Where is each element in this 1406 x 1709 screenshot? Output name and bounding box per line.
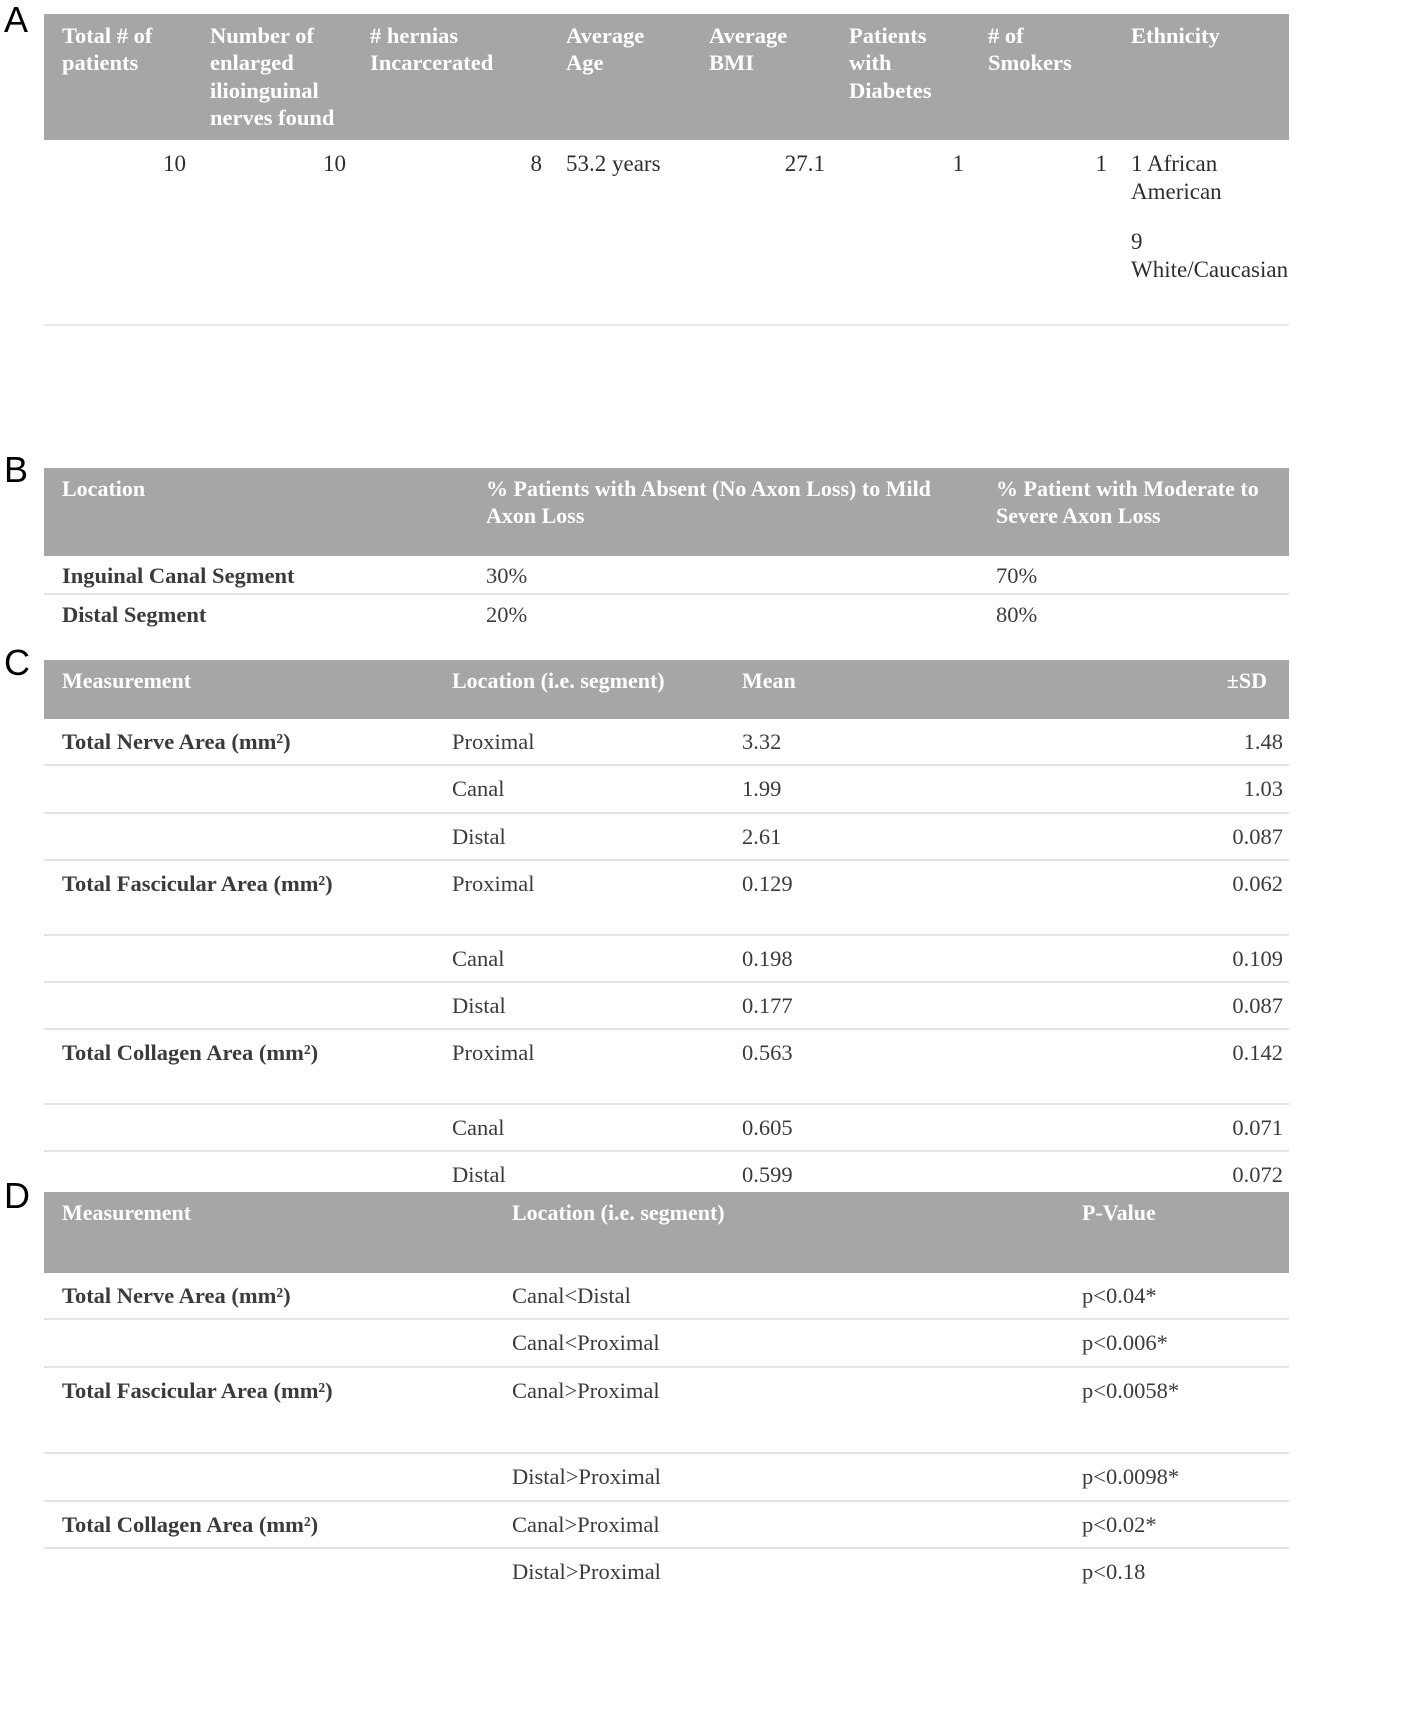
th-location: Location (i.e. segment) [434,660,724,719]
cell-p-value: p<0.006* [1064,1319,1289,1366]
cell-mean: 0.563 [724,1029,1099,1103]
th-ethnicity: Ethnicity [1113,14,1289,140]
cell-measurement [44,1104,434,1151]
cell-measurement: Total Nerve Area (mm²) [62,728,291,754]
morphometry-means-table [44,660,1289,1198]
th-hernias-incarcerated: # hernias Incarcerated [352,14,548,140]
table-row [44,1151,1289,1197]
cell-p-value: p<0.18 [1064,1548,1289,1594]
cell-p-value: p<0.04* [1082,1282,1157,1308]
cell-enlarged-nerves: 10 [192,140,352,325]
table-row [44,1273,1289,1319]
panel-a-letter: A [4,0,29,40]
th-mean: Mean [724,660,1099,719]
cell-mean: 0.129 [724,860,1099,934]
table-row [44,1501,1289,1548]
cell-severe-percent: 70% [996,562,1038,588]
table-row [44,719,1289,765]
cell-measurement: Total Collagen Area (mm²) [44,1501,494,1548]
ethnicity-line-1: 1 African American [1131,150,1222,204]
axon-loss-table [44,468,1289,633]
patient-demographics-table [44,14,1289,326]
cell-measurement: Total Fascicular Area (mm²) [44,860,434,934]
cell-sd: 0.087 [1099,982,1289,1029]
cell-mean: 3.32 [742,728,782,754]
cell-measurement [44,1453,494,1500]
cell-mild-percent: 20% [468,594,978,632]
table-row [44,1104,1289,1151]
cell-total-patients: 10 [44,140,192,325]
cell-mean: 2.61 [724,813,1099,860]
cell-mean: 0.177 [724,982,1099,1029]
cell-location: Inguinal Canal Segment [62,562,295,588]
cell-measurement [44,813,434,860]
p-values-table [44,1192,1289,1594]
th-location: Location [44,468,468,556]
cell-location: Distal Segment [44,594,468,632]
th-sd: ±SD [1099,660,1289,719]
cell-location: Canal>Proximal [494,1501,1064,1548]
th-location: Location (i.e. segment) [494,1192,1064,1273]
cell-location: Distal>Proximal [494,1548,1064,1594]
cell-smokers: 1 [970,140,1113,325]
table-row [44,1367,1289,1453]
cell-p-value: p<0.0098* [1064,1453,1289,1500]
cell-location: Canal<Distal [512,1282,631,1308]
cell-p-value: p<0.0058* [1064,1367,1289,1453]
th-p-value: P-Value [1064,1192,1289,1273]
cell-location: Distal>Proximal [494,1453,1064,1500]
cell-measurement [44,1319,494,1366]
cell-location: Canal>Proximal [494,1367,1064,1453]
table-c-header-row [44,660,1289,719]
cell-location: Distal [434,813,724,860]
cell-mean: 0.605 [724,1104,1099,1151]
cell-measurement: Total Collagen Area (mm²) [44,1029,434,1103]
cell-sd: 1.03 [1099,765,1289,812]
cell-average-age: 53.2 years [548,140,691,325]
th-average-age: Average Age [548,14,691,140]
table-row [44,765,1289,812]
th-measurement: Measurement [44,1192,494,1273]
cell-measurement: Total Nerve Area (mm²) [62,1282,291,1308]
th-patients-with-diabetes: Patients with Diabetes [831,14,970,140]
cell-measurement [44,935,434,982]
table-row [44,1453,1289,1500]
th-enlarged-nerves: Number of enlarged ilioinguinal nerves found [192,14,352,140]
table-row [44,1029,1289,1103]
cell-location: Proximal [452,728,535,754]
cell-severe-percent: 80% [978,594,1289,632]
cell-hernias-incarcerated: 8 [352,140,548,325]
table-row [44,860,1289,934]
table-a-header-row [44,14,1289,140]
cell-mean: 1.99 [724,765,1099,812]
cell-measurement [44,1151,434,1197]
table-row [44,556,1289,594]
cell-sd: 0.109 [1099,935,1289,982]
cell-location: Canal [434,1104,724,1151]
table-row [44,140,1289,325]
table-row [44,594,1289,632]
cell-average-bmi: 27.1 [691,140,831,325]
th-total-patients: Total # of patients [44,14,192,140]
table-row [44,1548,1289,1594]
cell-sd: 0.072 [1099,1151,1289,1197]
cell-measurement [44,982,434,1029]
cell-location: Canal [434,935,724,982]
th-average-bmi: Average BMI [691,14,831,140]
ethnicity-line-2: 9 White/Caucasian [1131,228,1289,282]
cell-sd: 0.071 [1099,1104,1289,1151]
cell-location: Canal [434,765,724,812]
th-smokers: # of Smokers [970,14,1113,140]
panel-c-letter: C [4,642,30,683]
cell-measurement [44,765,434,812]
th-mild-axon-loss: % Patients with Absent (No Axon Loss) to Mild Axon Loss [468,468,978,556]
table-d-header-row [44,1192,1289,1273]
cell-mean: 0.599 [724,1151,1099,1197]
table-b-header-row [44,468,1289,556]
cell-sd: 0.142 [1099,1029,1289,1103]
cell-location: Distal [434,982,724,1029]
panel-b-letter: B [4,449,29,490]
th-severe-axon-loss: % Patient with Moderate to Severe Axon Loss [978,468,1289,556]
cell-location: Canal<Proximal [494,1319,1064,1366]
table-row [44,1319,1289,1366]
cell-patients-with-diabetes: 1 [831,140,970,325]
table-row [44,982,1289,1029]
th-measurement: Measurement [44,660,434,719]
cell-measurement: Total Fascicular Area (mm²) [44,1367,494,1453]
cell-sd: 1.48 [1243,728,1283,754]
cell-sd: 0.087 [1099,813,1289,860]
cell-p-value: p<0.02* [1064,1501,1289,1548]
cell-mean: 0.198 [724,935,1099,982]
cell-ethnicity [1113,140,1289,325]
table-row [44,935,1289,982]
panel-d-letter: D [4,1175,30,1216]
cell-location: Proximal [434,860,724,934]
cell-mild-percent: 30% [486,562,528,588]
cell-location: Distal [434,1151,724,1197]
cell-location: Proximal [434,1029,724,1103]
cell-sd: 0.062 [1099,860,1289,934]
table-row [44,813,1289,860]
cell-measurement [44,1548,494,1594]
